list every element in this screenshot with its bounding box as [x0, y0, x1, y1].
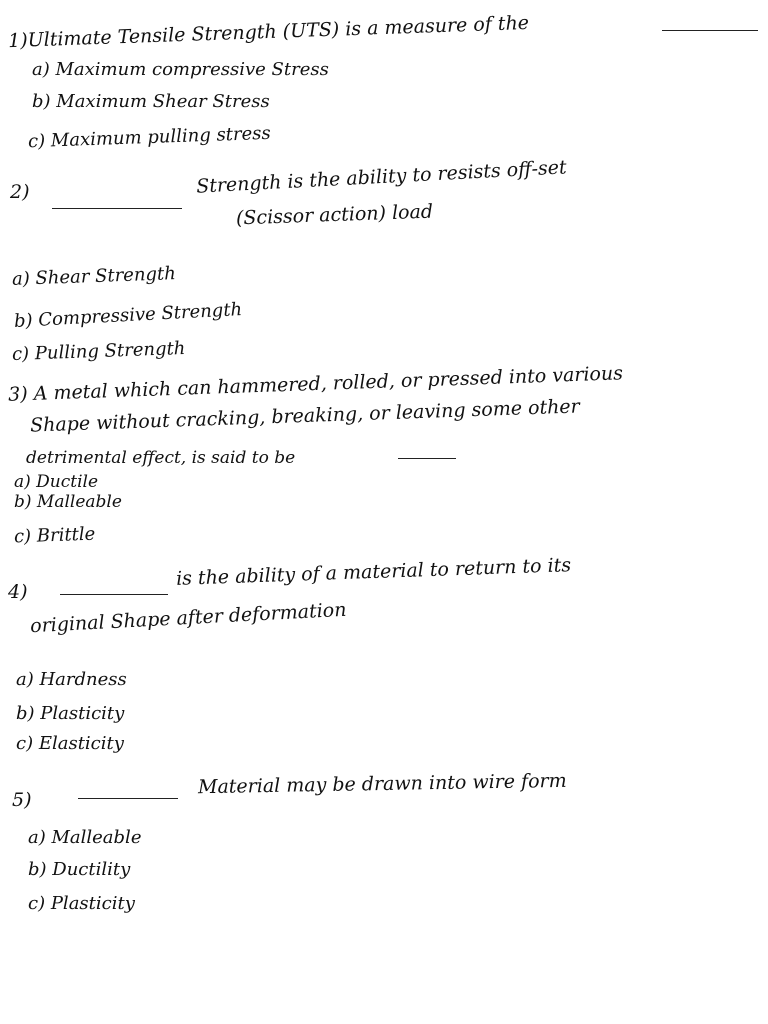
question-3-text-line-3: detrimental effect, is said to be	[26, 448, 296, 468]
question-2-number: 2)	[10, 181, 30, 203]
question-3-option-b: b) Malleable	[14, 492, 122, 512]
question-4-number: 4)	[8, 581, 28, 603]
question-1-option-a: a) Maximum compressive Stress	[32, 59, 329, 80]
question-5-option-c: c) Plasticity	[28, 893, 135, 914]
question-5-option-a: a) Malleable	[28, 827, 142, 848]
question-3-stem-line-2: Shape without cracking, breaking, or leaving some other	[29, 395, 581, 437]
question-2-option-a: a) Shear Strength	[11, 263, 177, 290]
question-5-stem-line-1: Material may be drawn into wire form	[197, 769, 567, 799]
question-4-stem-line-2: original Shape after deformation	[29, 598, 347, 638]
question-5-option-b: b) Ductility	[28, 859, 131, 880]
question-5-number: 5)	[12, 789, 32, 811]
question-3-option-a: a) Ductile	[14, 472, 99, 492]
question-1-blank	[662, 30, 758, 31]
question-3-number: 3)	[7, 383, 29, 406]
question-4-stem-line-1: is the ability of a material to return to its	[175, 554, 572, 590]
question-1-option-c: c) Maximum pulling stress	[27, 122, 272, 153]
question-2-option-b: b) Compressive Strength	[13, 299, 243, 332]
question-1-number: 1)	[7, 29, 29, 53]
question-4-option-a: a) Hardness	[16, 669, 127, 690]
question-2-blank	[52, 208, 182, 209]
question-3-text-line-1: A metal which can hammered, rolled, or pressed into various	[33, 362, 624, 405]
question-2-stem-line-2: (Scissor action) load	[235, 200, 434, 230]
question-2-option-c: c) Pulling Strength	[11, 337, 186, 366]
question-3-stem-line-3	[26, 446, 295, 470]
question-1-stem	[8, 11, 530, 53]
question-2-stem-line-1: Strength is the ability to resists off-set	[195, 156, 568, 198]
question-5-blank	[78, 798, 178, 799]
question-4-option-b: b) Plasticity	[16, 703, 125, 724]
question-3-blank	[398, 458, 456, 459]
question-4-option-c: c) Elasticity	[16, 733, 124, 754]
question-1-option-b: b) Maximum Shear Stress	[32, 91, 270, 112]
question-4-blank	[60, 594, 168, 595]
question-3-option-c: c) Brittle	[13, 523, 96, 548]
question-1-text: Ultimate Tensile Strength (UTS) is a measure of the	[27, 11, 530, 52]
